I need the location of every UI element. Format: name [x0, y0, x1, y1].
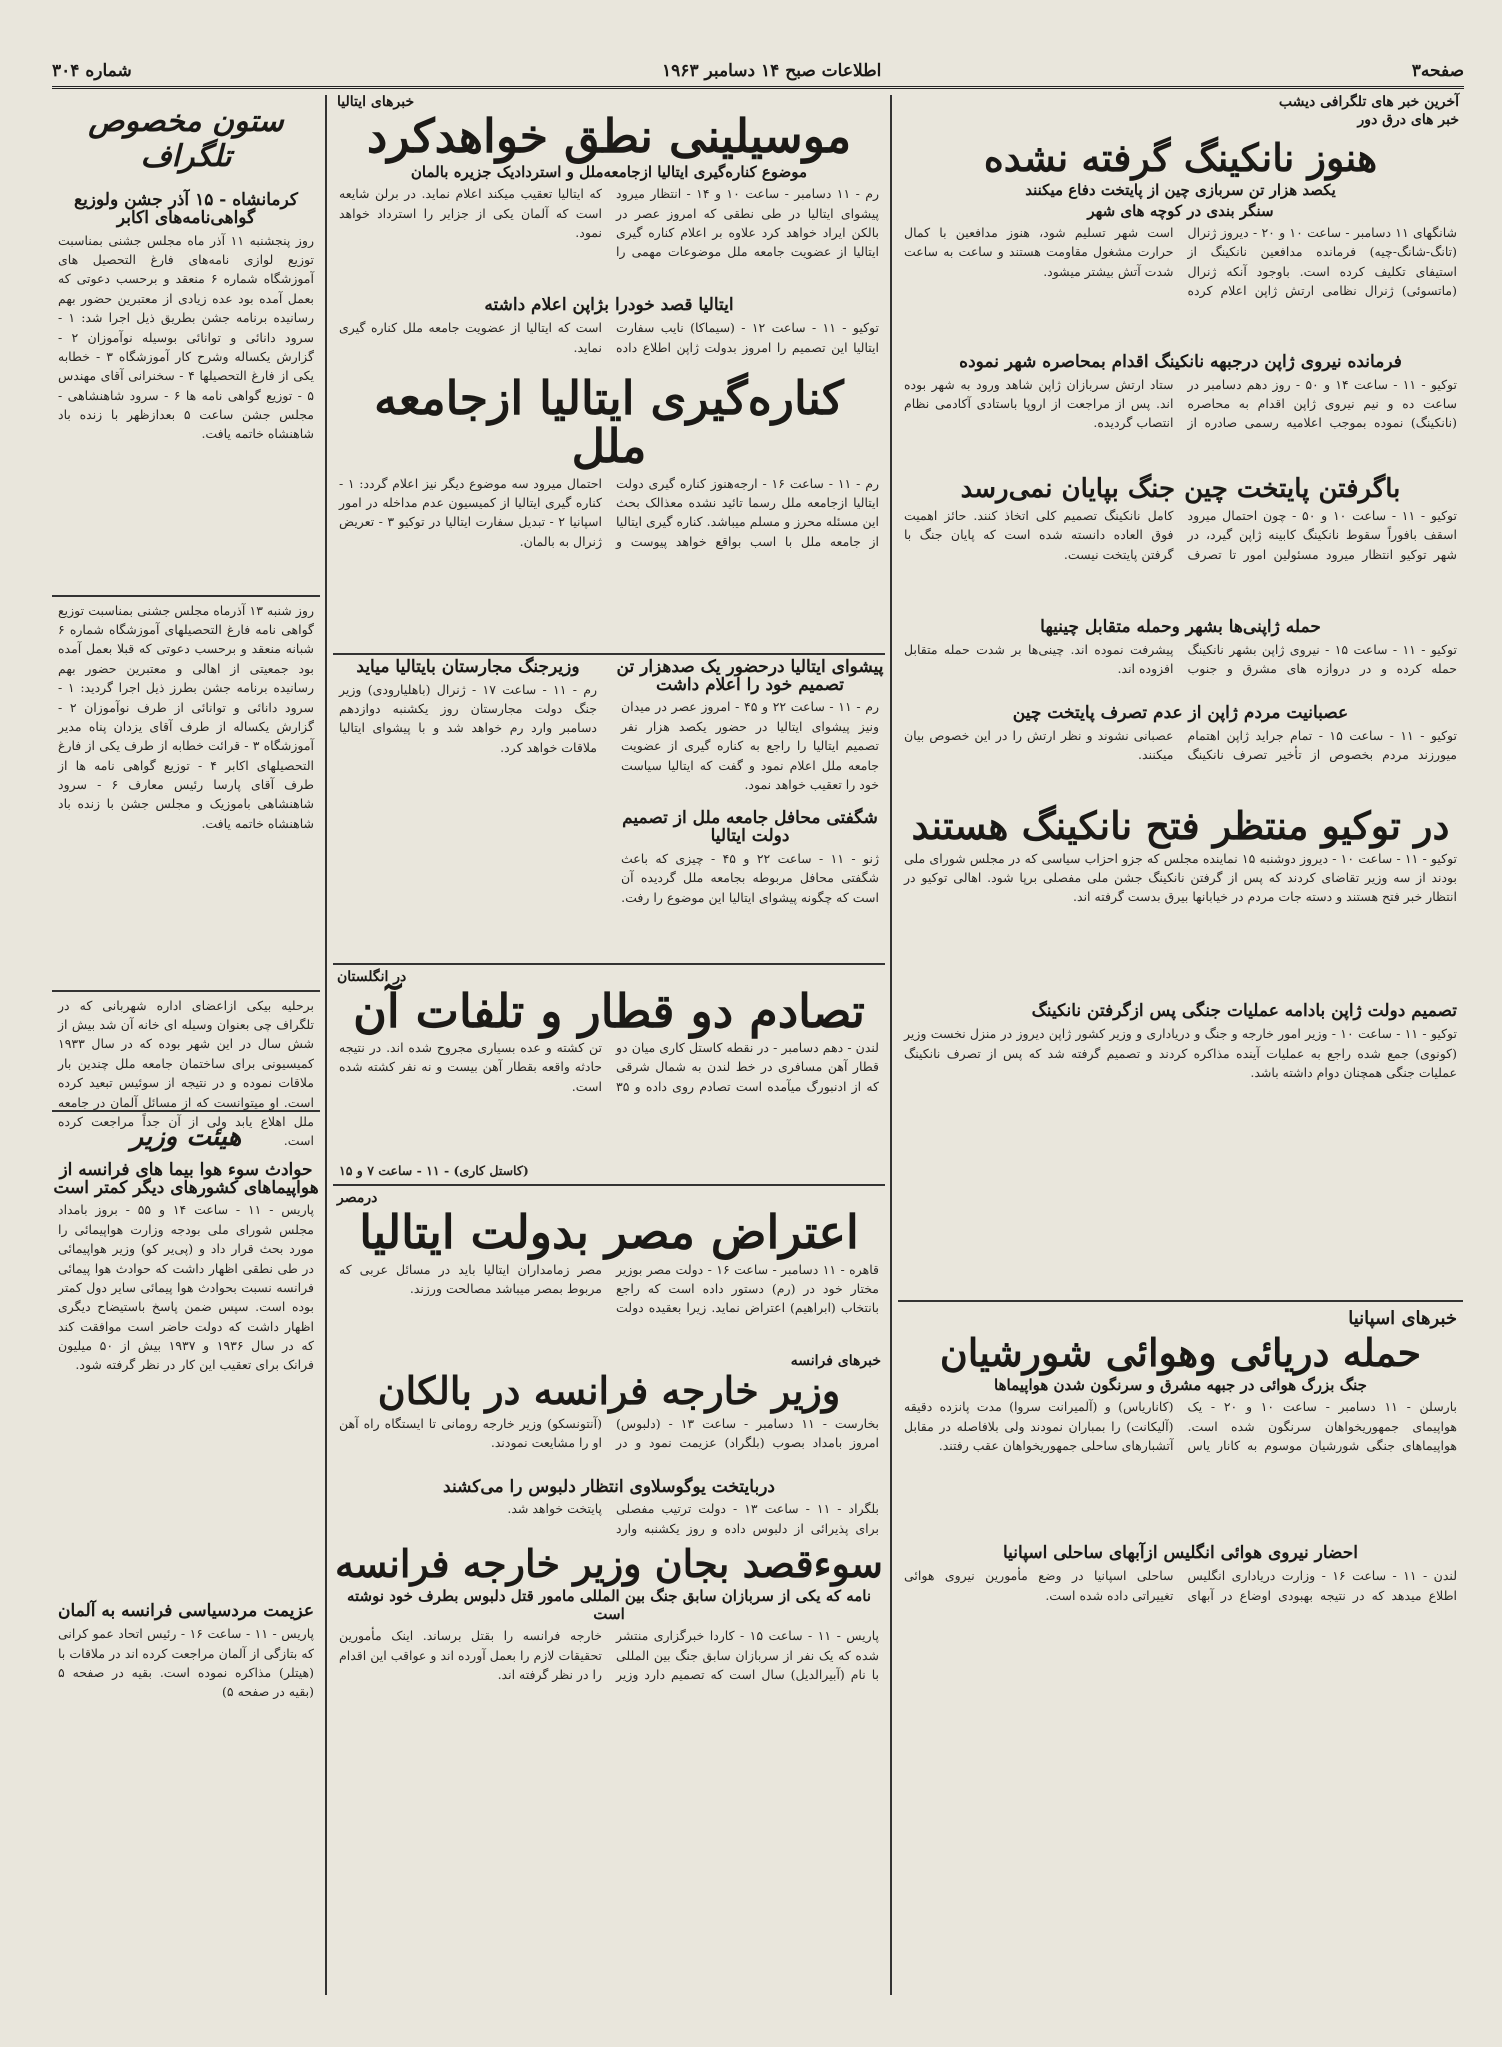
minister-section-logo: هیئت وزیر	[130, 1121, 242, 1152]
article-balkans-body: بخارست - ۱۱ دسامبر - ساعت ۱۳ - (دلبوس) امروز بامداد بصوب (بلگراد) عزیمت نمود و در (آنتونسکو) وزیر خارجه رومانی تا ایستگاه راه آهن او را مشایعت نمودند.	[339, 1415, 879, 1450]
article-withdrawal-headline: کناره‌گیری ایتالیا ازجامعه ملل	[374, 371, 844, 474]
right-kicker-2: خبر های درق دور	[1357, 112, 1459, 128]
article-japan-notice-headline: ایتالیا قصد خودرا بژاپن اعلام داشته	[484, 295, 734, 316]
article-britain-air-body: لندن - ۱۱ - ساعت ۱۶ - وزارت دریاداری انگلیس اطلاع میدهد که در نتیجه بهبودی اوضاع در آبهای ساحلی اسپانیا در وضع مأمورین نیروی هوائی تغییراتی داده شده است.	[904, 1568, 1457, 1603]
article-kermanshah-body: روز پنجشنبه ۱۱ آذر ماه مجلس جشنی بمناسبت توزیع لوازی نامه‌های فارغ التحصیل های آموزشگاه شماره ۶ منعقد و برحسب دعوتی که بعمل آمده بود عده زیادی از معتبرین حضور بهم رسانیده برنامه جشن بطریق ذیل اجرا شد: ۱ - سرود دانائی و توانائی بوسیله نوآموزان ۲ - گزارش یکساله وشرح کار آموزشگاه ۳ - خطابه یکی از فارغ التحصیلها ۴ - سخنرانی آقای مهندس ۵ - توزیع گواهی نامه ها ۶ - سرود شاهنشاهی - مجلس جشن ساعت ۵ بعدازظهر با زنده باد شاهنشاه خاتمه یافت.	[58, 232, 314, 442]
article-mussolini-body: رم - ۱۱ دسامبر - ساعت ۱۰ و ۱۴ - انتظار میرود پیشوای ایتالیا در طی نطقی که امروز عصر در بالکن ایراد خواهد کرد علاوه بر اعلام کناره گیری ایتالیا از عضویت جامعه ملل موضوعات مهمی را که ایتالیا تعقیب میکند اعلام نماید. در برلن شایعه است که آلمان یکی از جزایر را استرداد خواهد نمود.	[339, 186, 879, 260]
article-spain-body: بارسلن - ۱۱ دسامبر - ساعت ۱۰ و ۲۰ - یک هواپیمای جمهوریخواهان سرنگون شده است. هواپیماهای جنگی شورشیان موسوم به کانار یاس (کاناریاس) و (آلمیرانت سروا) مدت پانزده دقیقه (آلیکانت) را بمباران نمودند ولی بلافاصله در مقابل آتشبارهای ساحلی جمهوریخواهان عقب رفتند.	[904, 1399, 1457, 1454]
article-germany-trip-headline: عزیمت مردسیاسی فرانسه به آلمان	[58, 1601, 314, 1622]
article-speech-headline: پیشوای ایتالیا درحضور یک صدهزار تن تصمیم خود را اعلام داشت	[616, 656, 884, 695]
italy-lower-left	[333, 656, 603, 959]
article-britain-air-headline: احضار نیروی هوائی انگلیس ازآبهای ساحلی اسپانیا	[1002, 1543, 1359, 1564]
masthead	[52, 56, 1464, 89]
article-league-surprise-body: ژنو - ۱۱ - ساعت ۲۲ و ۴۵ - چیزی که باعث شگفتی محافل مربوطه بجامعه ملل گردیده آن است که چگونه پیشوای ایتالیا این موضوع را رفت.	[621, 851, 879, 905]
left-column	[52, 92, 320, 1992]
middle-rule-2	[333, 963, 885, 965]
article-aviation-body: پاریس - ۱۱ - ساعت ۱۴ و ۵۵ - بروز بامداد مجلس شورای ملی بودجه وزارت هواپیمائی را مورد بحث قرار داد و (پی‌یر کو) وزیر هواپیمائی در طی نطقی اظهار داشت که حوادث هوا پیمائی فرانسه نسبت بحوادث هوا پیمائی سایر دول کمتر بوده است. سپس ضمن پاسخ باستیضاح دیگری اظهار داشت که دولت حاضر است موافقت کند که در سال ۱۹۳۶ و ۱۹۳۷ بیش از ۵۰ میلیون فرانک برای تعقیب این کار در نظر گرفته شود.	[58, 1202, 314, 1373]
article-counterattack-body: توکیو - ۱۱ - ساعت ۱۵ - نیروی ژاپن بشهر نانکینگ حمله کرده و در دروازه های مشرق و جنوب پیشرفت نموده اند. چینی‌ها بر شدت حمله متقابل افزوده اند.	[904, 641, 1457, 677]
article-decision-body: توکیو - ۱۱ - ساعت ۱۰ - وزیر امور خارجه و جنگ و دریاداری و وزیر کشور ژاپن دیروز در منزل نخست وزیر (کونوی) جمع شده راجع به عملیات آینده مذاکره کردند و تصمیم گرفته شد که پس از تصرف نانکینگ عملیات جنگی همچنان دوام داشته باشد.	[904, 1026, 1457, 1081]
issue-number: شماره ۳۰۴	[52, 61, 132, 81]
article-hungary-headline: وزیرجنگ مجارستان بایتالیا میاید	[356, 656, 580, 677]
right-kicker-1: آخرین خبر های تلگرافی دیشب	[1278, 94, 1459, 110]
article-anger-body: توکیو - ۱۱ - ساعت ۱۵ - تمام جراید ژاپن اهتمام میورزند مردم بخصوص از تأخیر تصرف نانکینگ عصبانی نشوند و نظر ارتش را در این خصوص بیان میکنند.	[904, 727, 1457, 763]
spain-kicker: خبرهای اسپانیا	[1348, 1308, 1457, 1330]
left-rule-3	[52, 1110, 320, 1112]
article-expulsion-body: برحلیه بیکی ازاعضای اداره شهربانی که در تلگراف چی بعنوان وسیله ای خانه آن شد بیش از شش سال در این شهر بوده که در سال ۱۹۳۳ کمیسیونی برای ساختمان جامعه ملل چندین بار ملاقات نموده و در نتیجه از سوئیس تبعید کرده است. او میتوانست که از مسائل آلمان در جامعه ملل اهلاع یابد ولی از آن جداً مراجعت کرده است.	[58, 997, 314, 1149]
middle-column	[333, 92, 885, 1992]
article-ceremony-body: روز شنبه ۱۳ آذرماه مجلس جشنی بمناسبت توزیع گواهی نامه فارغ التحصیلهای آموزشگاه شماره ۶ شبانه منعقد و برحسب دعوتی که قبلا بعمل آمده بود جمعیتی از اهالی و معتبرین حضور بهم رسانیده برنامه جشن بطرز ذیل اجرا گردید: ۱ - سرود دانائی و توانائی از طرف نوآموزان ۲ - گزارش یکساله از طرف آقای یزدان پناه مدیر آموزشگاه ۳ - قرائت خطابه از طرف یکی از فارغ التحصیلهای اکابر ۴ - توزیع گواهی نامه ها از طرف آقای پارسا رئیس معارف ۶ - سرود شاهنشاهی باموزیک و مجلس جشن با زنده باد شاهنشاه خاتمه یافت.	[58, 602, 315, 831]
article-germany-trip-body: پاریس - ۱۱ - ساعت ۱۶ - رئیس اتحاد عمو کرانی که بتازگی از آلمان مراجعت کرده اند در ملاقات با (هیتلر) مذاکره نموده است. بقیه در صفحه ۵ (بقیه در صفحه ۵)	[58, 1626, 314, 1700]
left-rule-2	[52, 990, 320, 992]
article-speech-body: رم - ۱۱ - ساعت ۲۲ و ۴۵ - امروز عصر در میدان ونیز پیشوای ایتالیا در حضور یکصد هزار نفر تصمیم ایتالیا را راجع به کناره گیری از عضویت جامعه ملل اعلام نمود و گفت که ایتالیا سیاست خود را تعقیب خواهد نمود.	[621, 699, 879, 792]
article-tokyo-headline: در توکیو منتظر فتح نانکینگ هستند	[911, 802, 1450, 848]
article-spain-subhead: جنگ بزرگ هوائی در جبهه مشرق و سرنگون شدن هواپیماها	[994, 1376, 1367, 1395]
article-belgrade-headline: دربایتخت یوگوسلاوی انتظار دلبوس را می‌کشند	[443, 1476, 775, 1497]
article-nanking-subhead-1: یکصد هزار تن سربازی چین از پایتخت دفاع میکنند	[1025, 180, 1336, 199]
article-hungary-body: رم - ۱۱ - ساعت ۱۷ - ژنرال (باهلیارودی) وزیر جنگ دولت مجارستان روز یکشنبه دوازدهم دسامبر وارد رم خواهد شد و با پیشوای ایتالیا ملاقات خواهد کرد.	[339, 681, 597, 755]
middle-rule-3	[333, 1184, 885, 1186]
column-rule-right	[890, 95, 892, 1995]
article-mussolini-headline: موسیلینی نطق خواهدکرد	[366, 109, 852, 163]
article-train-body: لندن - دهم دسامبر - در نقطه کاستل کاری میان دو قطار آهن مسافری در خط لندن به شمال شرقی که از ادنبورگ میآمده است تصادم روی داده و ۳۵ تن کشته و عده بسیاری مجروح شده اند. در نتیجه حادثه واقعه بقطار آهن بیست و نه نفر کشته شده است.	[339, 1040, 879, 1094]
article-nanking-body: شانگهای ۱۱ دسامبر - ساعت ۱۰ و ۲۰ - دیروز ژنرال (تانگ-شانگ-چیه) فرمانده مدافعین نانکینگ از استیفای تکلیف کرده است. باوجود آنکه ژنرال (ماتسوئی) ژنرال نظامی ارتش ژاپن اعلام کرده است شهر تسلیم شود، هنوز مدافعین با کمال حرارت مشغول مقاومت هستند و ساعت به ساعت شدت آتش بیشتر میشود.	[904, 224, 1457, 299]
italy-kicker: خبرهای ایتالیا	[337, 94, 415, 110]
column-rule-left	[325, 95, 327, 1995]
italy-lower-block	[333, 656, 885, 959]
article-tokyo-body: توکیو - ۱۱ - ساعت ۱۰ - دیروز دوشنبه ۱۵ نماینده مجلس که جزو احزاب سیاسی که در مجلس شورای ملی بودند از سه وزیر تقاضای کردند که پس از گرفتن نانکینگ جشن ملی مفصلی برپا شود. اهالی توکیو در انتظار خبر فتح هستند و دسته جات مردم در خیابانها بیرق بدست گرفته اند.	[904, 850, 1457, 905]
article-nanking-subhead-2: سنگر بندی در کوچه های شهر	[1087, 201, 1274, 220]
right-column	[898, 92, 1463, 1992]
article-assassination-subhead: نامه که یکی از سربازان سابق جنگ بین المللی مامور قتل دلبوس بطرف خود نوشته است	[346, 1587, 872, 1624]
article-war-continues-body: توکیو - ۱۱ - ساعت ۱۰ و ۵۰ - چون احتمال میرود اسقف بافوراً سقوط نانکینگ کابینه ژاپن گیرد، در شهر توکیو انتظار میرود مسئولین امور تا تصرف کامل نانکینگ تصمیم کلی اتخاذ کنند. حائز اهمیت فوق العاده دانسته شده است که پایان جنگ با گرفتن پایتخت نیست.	[904, 508, 1457, 562]
article-league-surprise-headline: شگفتی محافل جامعه ملل از تصمیم دولت ایتالیا	[622, 808, 878, 847]
article-assassination-headline: سوءقصد بجان وزیر خارجه فرانسه	[335, 1541, 883, 1587]
italy-lower-right	[615, 656, 885, 959]
page-number: صفحه۳	[1411, 61, 1464, 81]
article-war-continues-headline: باگرفتن پایتخت چین جنگ بپایان نمی‌رسد	[960, 473, 1401, 504]
right-section-rule	[898, 1300, 1463, 1302]
article-nanking-headline: هنوز نانکینگ گرفته نشده	[983, 135, 1378, 180]
article-counterattack-headline: حمله ژاپنی‌ها بشهر وحمله متقابل چینیها	[1040, 617, 1321, 638]
left-rule-1	[52, 595, 320, 597]
england-kicker: در انگلستان	[337, 968, 407, 985]
article-withdrawal-body: رم - ۱۱ - ساعت ۱۶ - ارجه‌هنوز کناره گیری دولت ایتالیا ازجامعه ملل رسما تائید نشده معذالک بحث این مسئله محرز و مسلم میباشد. کناره گیری ایتالیا از جامعه ملل با اسب بواقع خواهد پیوست و احتمال میرود سه موضوع دیگر نیز اعلام گردد: ۱ - کناره گیری ایتالیا از کمیسیون عدم مداخله در امور اسپانیا ۲ - تبدیل سفارت ایتالیا در توکیو ۳ - تعریض ژنرال به بالمان.	[339, 475, 879, 549]
article-belgrade-body: بلگراد - ۱۱ - ساعت ۱۳ - دولت ترتیب مفصلی برای پذیرائی از دلبوس داده و روز یکشنبه وارد پایتخت خواهد شد.	[507, 1501, 879, 1536]
article-assassination-body: پاریس - ۱۱ - ساعت ۱۵ - کاردا خبرگزاری منتشر شده که یک نفر از سربازان سابق جنگ بین المللی با نام (آبیرالدیل) سال است که تصمیم دارد وزیر خارجه فرانسه را بقتل برساند. اینک مأمورین تحقیقات لازم را بعمل آورده اند و عواقب این اقدام را در نظر گرفته اند.	[339, 1628, 879, 1683]
article-train-headline: تصادم دو قطار و تلفات آن	[353, 983, 865, 1038]
article-balkans-headline: وزیر خارجه فرانسه در بالکان	[377, 1367, 841, 1413]
article-decision-headline: تصمیم دولت ژاپن بادامه عملیات جنگی پس ازگرفتن نانکینگ	[1031, 1000, 1457, 1021]
article-mussolini-subhead: موضوع کناره‌گیری ایتالیا ازجامعه‌ملل و استردادیک جزیره بالمان	[410, 163, 808, 182]
article-siege-headline: فرمانده نیروی ژاپن درجبهه نانکینگ اقدام بمحاصره شهر نموده	[959, 351, 1402, 372]
article-kermanshah-headline: کرمانشاه - ۱۵ آذر جشن ولوزیع گواهی‌نامه‌های اکابر	[74, 190, 298, 228]
article-egypt-body: قاهره - ۱۱ دسامبر - ساعت ۱۶ - دولت مصر بوزیر مختار خود در (رم) دستور داده است که راجع بانتخاب (ابراهیم) اعتراض نماید. زیرا بعقیده دولت مصر زمامداران ایتالیا باید در مسائل عربی که مربوط بمصر میباشد مصالحت ورزند.	[339, 1261, 879, 1316]
article-train-dateline: (کاستل کاری) - ۱۱ - ساعت ۷ و ۱۵	[339, 1163, 529, 1179]
article-siege-body: توکیو - ۱۱ - ساعت ۱۴ و ۵۰ - روز دهم دسامبر در ساعت ده و نیم نیروی ژاپن اقدام به محاصره (نانکینگ) نموده بموجب اعلامیه رسمی صادره از ستاد ارتش سربازان ژاپن شاهد ورود به شهر بوده اند. پس از مراجعت از اروپا باستادی آکادمی نظام انتصاب گردیده.	[904, 376, 1457, 431]
article-anger-headline: عصبانیت مردم ژاپن از عدم تصرف پایتخت چین	[1012, 702, 1349, 723]
article-spain-headline: حمله دریائی وهوائی شورشیان	[939, 1330, 1422, 1376]
middle-rule-1	[333, 653, 885, 655]
article-egypt-headline: اعتراض مصر بدولت ایتالیا	[359, 1205, 859, 1260]
paper-title-date: اطلاعات صبح ۱۴ دسامبر ۱۹۶۳	[662, 61, 882, 81]
article-japan-notice-body: توکیو - ۱۱ - ساعت ۱۲ - (سیماکا) نایب سفارت ایتالیا این تصمیم را امروز بدولت ژاپن اطلاع داده است که ایتالیا از عضویت جامعه ملل کناره گیری نماید.	[339, 320, 879, 355]
article-aviation-headline: حوادث سوء هوا بیما های فرانسه از هواپیماهای کشورهای دیگر کمتر است	[53, 1159, 319, 1198]
france-kicker: خبرهای فرانسه	[790, 1352, 881, 1369]
egypt-kicker: درمصر	[337, 1190, 378, 1207]
telegraph-column-logo: ستون مخصوص تلگراف	[88, 104, 284, 174]
